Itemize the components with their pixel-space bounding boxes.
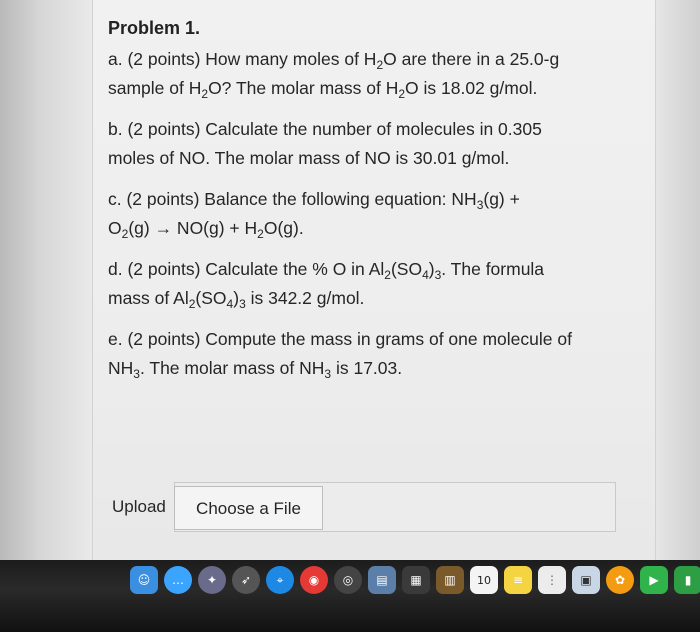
chrome-icon[interactable]: ◉ bbox=[300, 566, 328, 594]
dock bbox=[120, 562, 700, 598]
messages-icon[interactable]: … bbox=[164, 566, 192, 594]
launchpad-icon[interactable]: ✦ bbox=[198, 566, 226, 594]
notes-icon[interactable]: ≡ bbox=[504, 566, 532, 594]
question-d: d. (2 points) Calculate the % O in $Al_2(SO_4)_3$. The formula mass of $Al_2(SO_4)_3$ is 342.2 g/mol. bbox=[108, 259, 545, 311]
reminders-icon[interactable]: ⋮ bbox=[538, 566, 566, 594]
question-a: a. (2 points) How many moles of $H_2O$ are there in a 25.0-g sample of $H_2O$? The molar mass of $H_2O$ is 18.02 g/mol. bbox=[108, 49, 560, 101]
question-e: e. (2 points) Compute the mass in grams of one molecule of $NH_3$. The molar mass of $NH_3$ is 17.03. bbox=[108, 329, 572, 381]
problem-title: Problem 1. bbox=[108, 18, 201, 38]
upload-row bbox=[112, 482, 622, 534]
app-icon[interactable]: ▦ bbox=[402, 566, 430, 594]
rocket-icon[interactable]: ➶ bbox=[232, 566, 260, 594]
photos-icon[interactable]: ✿ bbox=[606, 566, 634, 594]
calendar-icon[interactable]: 10 bbox=[470, 566, 498, 594]
safari-icon[interactable]: ⌖ bbox=[266, 566, 294, 594]
numbers-icon[interactable]: ▮ bbox=[674, 566, 700, 594]
preview-icon[interactable]: ▤ bbox=[368, 566, 396, 594]
photo-booth-icon[interactable]: ◎ bbox=[334, 566, 362, 594]
facetime-icon[interactable]: ▶ bbox=[640, 566, 668, 594]
question-c: c. (2 points) Balance the following equation: $NH_3(g)$ + $O_2(g) \to NO(g) + H_2O(g)$. bbox=[108, 189, 520, 241]
problem-content bbox=[108, 14, 628, 395]
finder-icon[interactable]: ☺ bbox=[130, 566, 158, 594]
choose-file-button[interactable]: Choose a File bbox=[174, 486, 323, 530]
upload-label: Upload bbox=[112, 497, 166, 516]
photo-slideshow-icon[interactable]: ▣ bbox=[572, 566, 600, 594]
notebook-icon[interactable]: ▥ bbox=[436, 566, 464, 594]
question-b: b. (2 points) Calculate the number of molecules in 0.305 moles of NO. The molar mass of NO is 30.01 g/mol. bbox=[108, 119, 542, 168]
